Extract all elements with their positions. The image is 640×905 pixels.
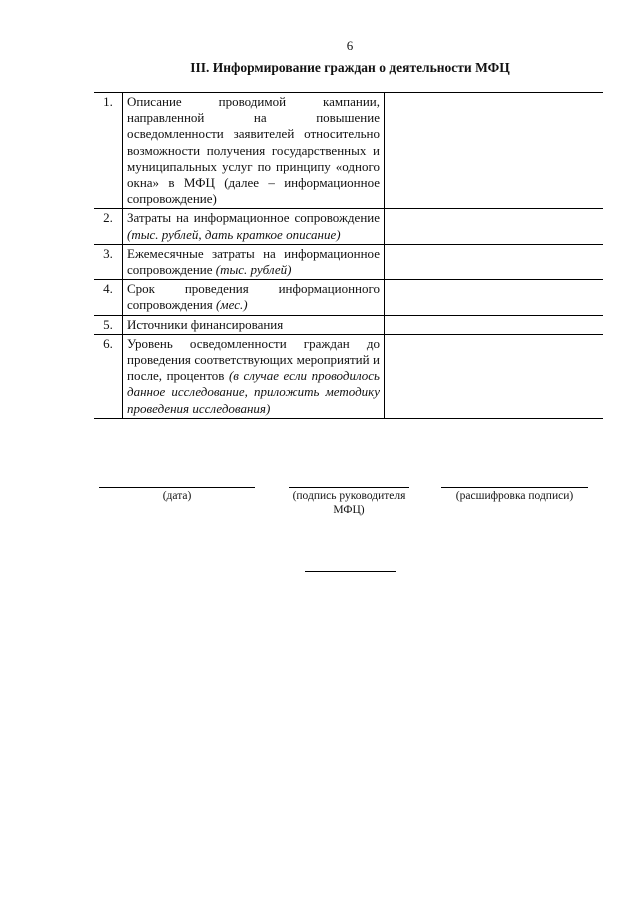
row-number: 3. [94, 244, 123, 279]
row-description-text: Ежемесячные затраты на информационное сопровождение [127, 245, 380, 278]
row-description [123, 280, 385, 315]
row-description-note: (мес.) [215, 297, 248, 313]
date-signature-field [99, 487, 255, 503]
row-description-note: (в случае если проводилось данное исследование, приложить методику проведения исследования) [127, 368, 380, 416]
row-number: 1. [94, 93, 123, 209]
row-number: 5. [94, 315, 123, 334]
info-table [94, 92, 603, 419]
page-number: 6 [346, 38, 354, 53]
row-description-text: Срок проведения информационного сопровождения [127, 281, 380, 313]
row-value-cell[interactable] [385, 209, 604, 244]
row-description-note: (тыс. рублей) [215, 262, 292, 278]
table-row [94, 334, 603, 418]
row-value-cell[interactable] [385, 280, 604, 315]
row-value-cell[interactable] [385, 244, 604, 279]
row-description-text: Источники финансирования [127, 316, 284, 332]
row-value-cell[interactable] [385, 315, 604, 334]
row-description-note: (тыс. рублей, дать краткое описание) [127, 226, 341, 242]
table-row [94, 93, 603, 209]
signature-line [289, 487, 409, 488]
row-description-text: Затраты на информационное сопровождение [127, 210, 380, 226]
signature-block [0, 487, 640, 547]
date-label: (дата) [162, 490, 192, 502]
table-row [94, 280, 603, 315]
row-description-text: Описание проводимой кампании, направленной на повышение осведомленности заявителей относительно возможности получения государственных и муниципальных услуг по принципу «одного окна» в МФЦ (далее – информационное сопровождение) [127, 94, 380, 207]
row-number: 6. [94, 334, 123, 418]
document-end-divider [305, 571, 396, 572]
decode-label: (расшифровка подписи) [455, 490, 574, 502]
row-description [123, 209, 385, 244]
row-number: 2. [94, 209, 123, 244]
signature-label: (подпись руководителя МФЦ) [292, 490, 406, 516]
row-description [123, 244, 385, 279]
table-row [94, 209, 603, 244]
row-description [123, 93, 385, 209]
row-value-cell[interactable] [385, 93, 604, 209]
signature-decode-field [441, 487, 588, 503]
row-description [123, 315, 385, 334]
table-row [94, 244, 603, 279]
head-signature-field [289, 487, 409, 517]
row-description-text: Уровень осведомленности граждан до проведения соответствующих мероприятий и после, процентов [127, 335, 380, 384]
date-line [99, 487, 255, 488]
row-value-cell[interactable] [385, 334, 604, 418]
section-title: III. Информирование граждан о деятельности МФЦ [190, 60, 510, 75]
row-description [123, 334, 385, 418]
table-row [94, 315, 603, 334]
row-number: 4. [94, 280, 123, 315]
decode-line [441, 487, 588, 488]
